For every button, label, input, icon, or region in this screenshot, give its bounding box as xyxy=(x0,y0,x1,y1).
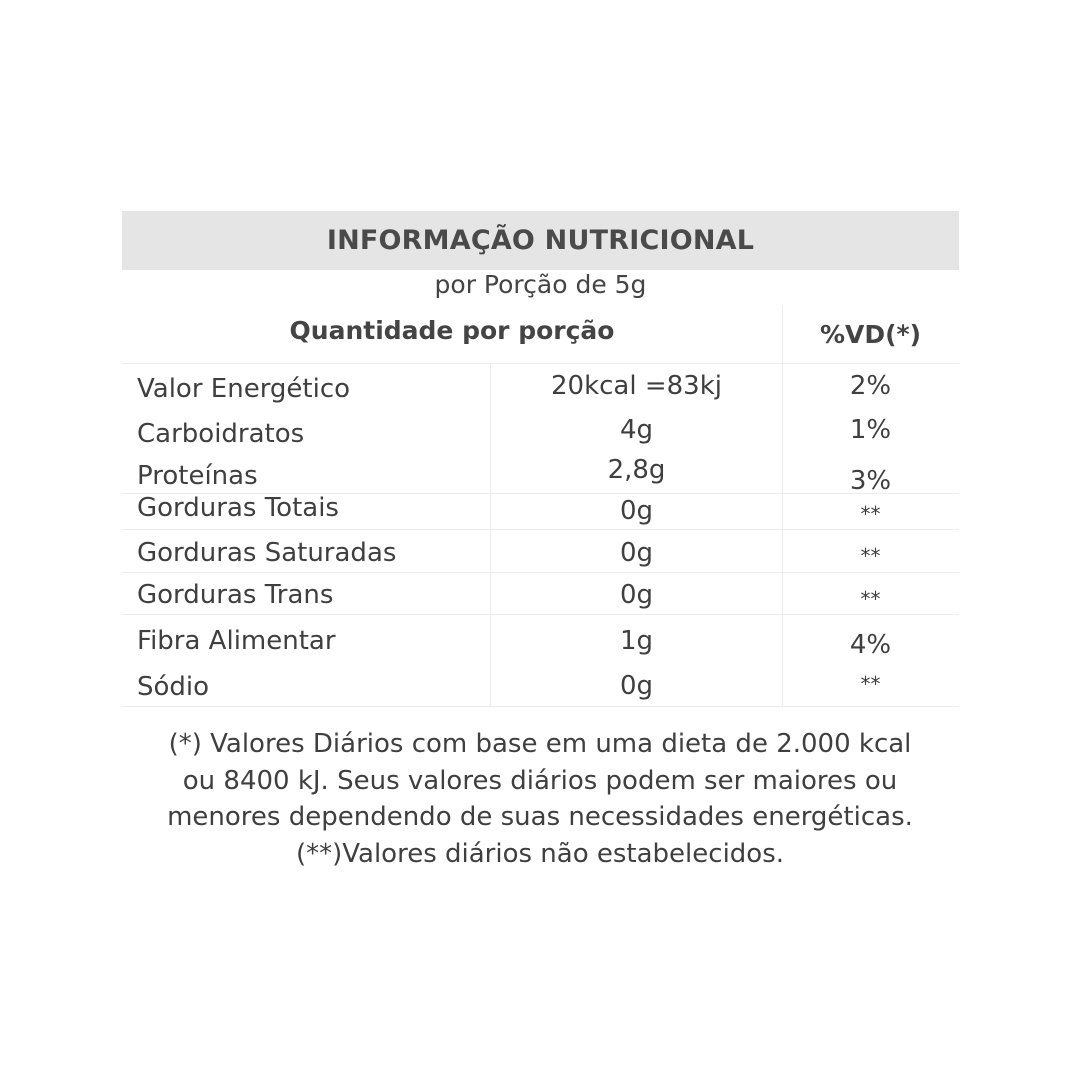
row-value: 20kcal =83kj xyxy=(550,371,722,401)
row-vd: ** xyxy=(860,544,881,568)
header-quantity: Quantidade por porção xyxy=(289,316,615,345)
row-label: Valor Energético xyxy=(137,374,351,404)
footnote-line: (**)Valores diários não estabelecidos. xyxy=(295,838,785,869)
table-title: INFORMAÇÃO NUTRICIONAL xyxy=(326,225,755,256)
row-label: Gorduras Trans xyxy=(137,580,334,610)
grid-line xyxy=(122,529,959,530)
row-vd: ** xyxy=(860,502,881,526)
grid-line xyxy=(122,614,959,615)
row-vd: 4% xyxy=(849,630,892,660)
row-value: 0g xyxy=(619,580,654,610)
footnote xyxy=(110,726,970,872)
footnote-line: ou 8400 kJ. Seus valores diários podem ser maiores ou xyxy=(182,765,898,796)
grid-line xyxy=(122,572,959,573)
header-vd: %VD(*) xyxy=(819,320,922,349)
row-label: Fibra Alimentar xyxy=(137,626,336,656)
grid-line xyxy=(122,706,959,707)
title-bar xyxy=(122,211,959,270)
row-value: 2,8g xyxy=(607,455,666,485)
portion-size: por Porção de 5g xyxy=(434,270,647,299)
row-value: 4g xyxy=(619,415,654,445)
row-label: Proteínas xyxy=(137,461,258,491)
row-vd: 2% xyxy=(849,371,892,401)
grid-line xyxy=(122,363,959,364)
row-label: Sódio xyxy=(137,672,210,702)
row-value: 0g xyxy=(619,496,654,526)
row-label: Gorduras Saturadas xyxy=(137,538,397,568)
row-vd: 1% xyxy=(849,415,892,445)
row-value: 0g xyxy=(619,538,654,568)
row-value: 0g xyxy=(619,671,654,701)
row-vd: ** xyxy=(860,587,881,611)
row-value: 1g xyxy=(619,626,654,656)
footnote-line: menores dependendo de suas necessidades energéticas. xyxy=(167,802,913,832)
row-label: Gorduras Totais xyxy=(137,493,339,523)
footnote-line: (*) Valores Diários com base em uma dieta de 2.000 kcal xyxy=(168,729,912,759)
row-vd: 3% xyxy=(849,466,892,496)
row-vd: ** xyxy=(860,672,881,696)
row-label: Carboidratos xyxy=(137,419,305,449)
